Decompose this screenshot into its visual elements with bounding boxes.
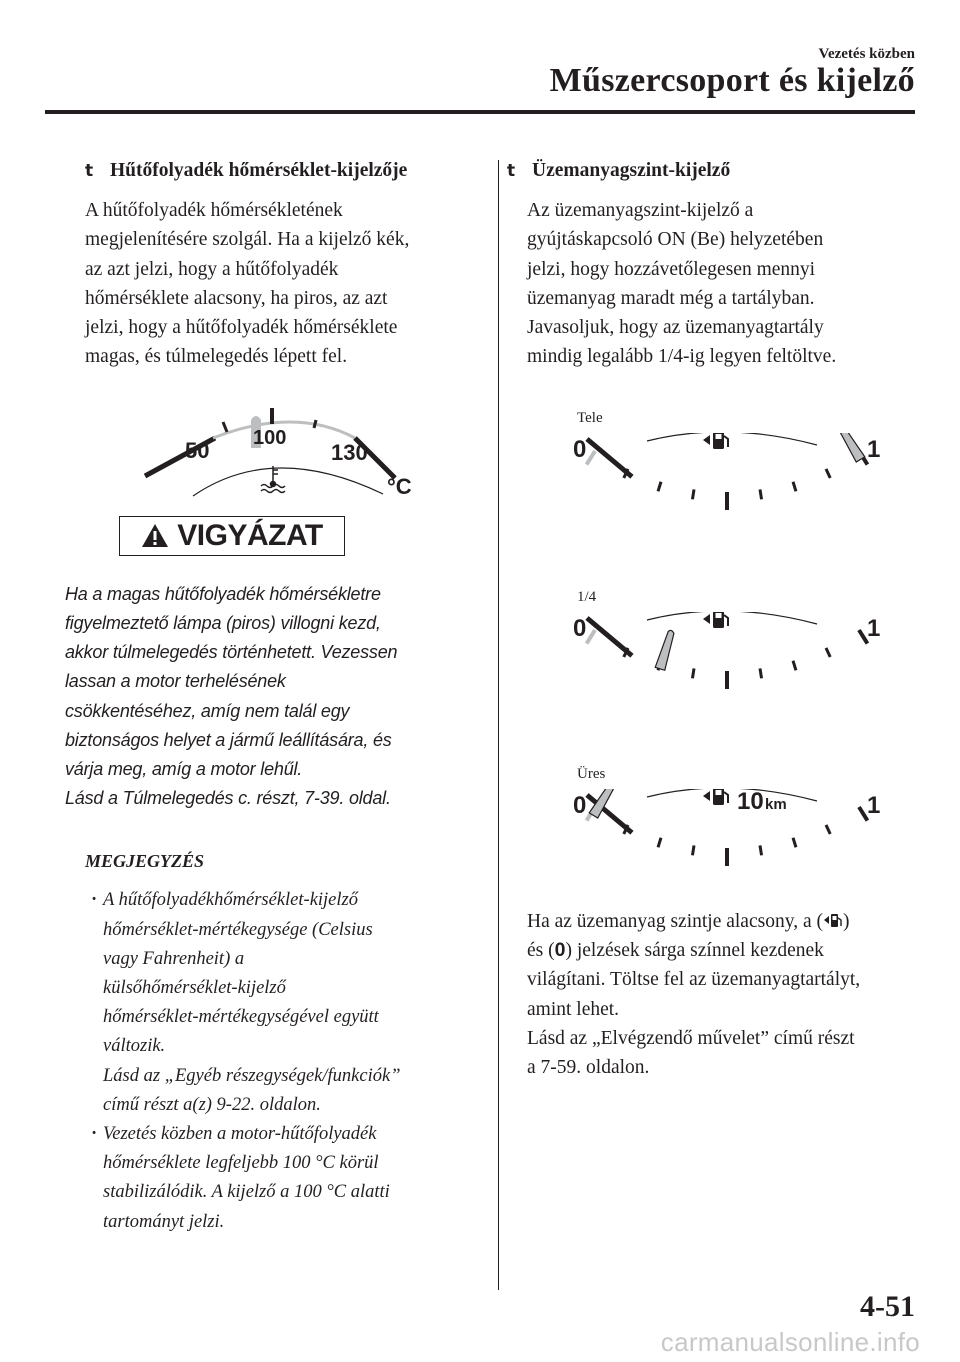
- coolant-section-heading: [65, 160, 475, 182]
- watermark: carmanualsonline.info: [660, 1327, 920, 1357]
- fuel-after-line: amint lehet.: [527, 998, 620, 1020]
- note-list: [65, 886, 475, 1236]
- caution-label: VIGYÁZAT: [177, 518, 323, 552]
- gauge-tick: [793, 838, 796, 848]
- fuel-after-text: [527, 907, 927, 1083]
- gauge-tick: [692, 668, 694, 678]
- fuel-line: Javasoljuk, hogy az üzemanyagtartály: [527, 317, 824, 339]
- gauge-tick: [658, 838, 661, 848]
- gauge-tick: [826, 648, 830, 657]
- gauge-tick: [587, 451, 595, 465]
- empty-mark: 0: [573, 791, 587, 819]
- caution-line: Ha a magas hűtőfolyadék hőmérsékletre: [65, 583, 381, 604]
- coolant-line: A hűtőfolyadék hőmérsékletének: [85, 200, 343, 221]
- fuel-pump-icon: [703, 433, 728, 449]
- fuel-after-line: Lásd az „Elvégzendő művelet” című részt: [527, 1027, 855, 1049]
- scale-reference-arc: [647, 433, 817, 445]
- right-column: [507, 160, 927, 1083]
- note-line: hőmérséklet-mértékegységével együtt: [103, 1007, 379, 1028]
- gauge-tick: [692, 845, 694, 855]
- fuel-pump-icon: [823, 911, 843, 929]
- fuel-after-line: világítani. Töltse fel az üzemanyagtartályt,: [527, 969, 861, 991]
- fuel-line: Az üzemanyagszint-kijelző a: [527, 200, 754, 221]
- section-bullet-icon: t: [507, 161, 516, 181]
- gauge-tick: [658, 482, 661, 492]
- fuel-after-line-1: Ha az üzemanyag szintje alacsony, a ( ): [527, 910, 850, 932]
- gauge-label-50: 50: [185, 437, 210, 463]
- caution-line: lassan a motor terhelésének: [65, 671, 286, 692]
- caution-line: Lásd a Túlmelegedés c. részt, 7-39. oldal.: [65, 788, 391, 809]
- caution-box: [119, 516, 345, 556]
- empty-mark-inline: 0: [554, 939, 566, 962]
- gauge-tick: [692, 489, 694, 499]
- chapter-name: Vezetés közben: [818, 46, 915, 62]
- coolant-line: magas, és túlmelegedés lépett fel.: [85, 346, 348, 368]
- fuel-line: jelzi, hogy hozzávetőlegesen mennyi: [527, 258, 816, 280]
- gauge-tick: [587, 630, 595, 644]
- fuel-after-line: a 7-59. oldalon.: [527, 1057, 650, 1079]
- fuel-pump-icon: [703, 612, 728, 628]
- gauge-label-100: 100: [253, 426, 287, 449]
- fuel-section-heading: [507, 160, 927, 182]
- note-line: című részt a(z) 9-22. oldalon.: [103, 1094, 321, 1115]
- coolant-heading-text: Hűtőfolyadék hőmérséklet-kijelzője: [110, 160, 408, 181]
- caution-line: várja meg, amíg a motor lehűl.: [65, 759, 303, 779]
- caution-line: biztonságos helyet a jármű leállítására, és: [65, 729, 392, 750]
- coolant-description: [85, 196, 475, 372]
- note-line: vagy Fahrenheit) a: [103, 948, 245, 969]
- scale-reference-arc: [647, 612, 817, 624]
- fuel-gauge-full: [527, 433, 927, 538]
- fuel-gauge-label-quarter: 1/4: [577, 588, 597, 605]
- fuel-gauge-empty: [527, 789, 927, 894]
- note-line: hőmérséklet-mértékegysége (Celsius: [103, 919, 373, 940]
- coolant-line: jelzi, hogy a hűtőfolyadék hőmérséklete: [85, 317, 398, 339]
- gauge-tick: [826, 825, 830, 834]
- empty-zone-segment: [587, 618, 632, 656]
- warning-triangle-icon: [141, 523, 169, 548]
- fuel-gauge-label-empty: Üres: [577, 765, 606, 782]
- fuel-line: üzemanyag maradt még a tartályban.: [527, 287, 815, 309]
- fuel-line: mindig legalább 1/4-ig legyen feltöltve.: [527, 346, 837, 368]
- coolant-line: az azt jelzi, hogy a hűtőfolyadék: [85, 258, 339, 280]
- empty-mark: 0: [573, 614, 587, 642]
- note-line: változik.: [103, 1036, 166, 1057]
- note-item: [103, 886, 475, 1120]
- coolant-line: megjelenítésére szolgál. Ha a kijelző kék,: [85, 229, 410, 251]
- coolant-temperature-icon: [261, 466, 285, 493]
- gauge-unit-celsius: °C: [387, 473, 412, 499]
- note-line: · Vezetés közben a motor-hűtőfolyadék: [103, 1124, 377, 1145]
- gauge-tick: [793, 661, 796, 671]
- caution-line: akkor túlmelegedés történhetett. Vezessen: [65, 642, 398, 663]
- gauge-tick: [760, 489, 762, 499]
- range-unit: km: [765, 795, 787, 813]
- scale-reference-arc: [647, 789, 817, 801]
- gauge-needle: [838, 433, 865, 462]
- range-value: 10: [737, 788, 764, 815]
- gauge-tick: [760, 845, 762, 855]
- gauge-needle: [655, 630, 674, 670]
- note-line: külsőhőmérséklet-kijelző: [103, 978, 286, 999]
- section-bullet-icon: t: [85, 161, 94, 181]
- gauge-tick: [826, 469, 830, 478]
- left-column: [65, 160, 475, 1237]
- fuel-after-line-2: és (0) jelzések sárga színnel kezdenek: [527, 939, 824, 962]
- note-line: Lásd az „Egyéb részegységek/funkciók”: [103, 1065, 401, 1086]
- note-line: hőmérséklete legfeljebb 100 °C körül: [103, 1153, 379, 1174]
- fuel-line: gyújtáskapcsoló ON (Be) helyzetében: [527, 229, 824, 251]
- caution-line: csökkentéséhez, amíg nem talál egy: [65, 700, 350, 721]
- note-line: tartományt jelzi.: [103, 1211, 225, 1232]
- caution-line: figyelmeztető lámpa (piros) villogni kezd,: [65, 612, 381, 633]
- fuel-heading-text: Üzemanyagszint-kijelző: [532, 160, 731, 181]
- gauge-tick: [793, 482, 796, 492]
- fuel-description: [527, 196, 927, 372]
- empty-mark: 0: [573, 435, 587, 463]
- column-divider: [498, 160, 499, 1290]
- note-item: [103, 1120, 475, 1237]
- gauge-label-130: 130: [331, 439, 368, 465]
- caution-text: [65, 580, 475, 814]
- fuel-gauge-quarter: [527, 612, 927, 717]
- full-mark: 1: [867, 435, 881, 463]
- page-number: 4-51: [860, 1290, 915, 1323]
- page-title: Műszercsoport és kijelző: [549, 62, 915, 99]
- gauge-tick: [760, 668, 762, 678]
- fuel-pump-icon: [703, 789, 728, 805]
- coolant-temperature-gauge: [65, 386, 475, 506]
- note-line: stabilizálódik. A kijelző a 100 °C alatti: [103, 1182, 390, 1203]
- note-title: MEGJEGYZÉS: [85, 851, 205, 872]
- full-mark: 1: [867, 614, 881, 642]
- full-mark: 1: [867, 791, 881, 819]
- header-rule: [45, 110, 915, 114]
- coolant-line: hőmérséklete alacsony, ha piros, az azt: [85, 287, 388, 309]
- fuel-gauge-label-full: Tele: [577, 409, 603, 426]
- note-line: · A hűtőfolyadékhőmérséklet-kijelző: [103, 890, 358, 911]
- empty-zone-segment: [587, 439, 632, 477]
